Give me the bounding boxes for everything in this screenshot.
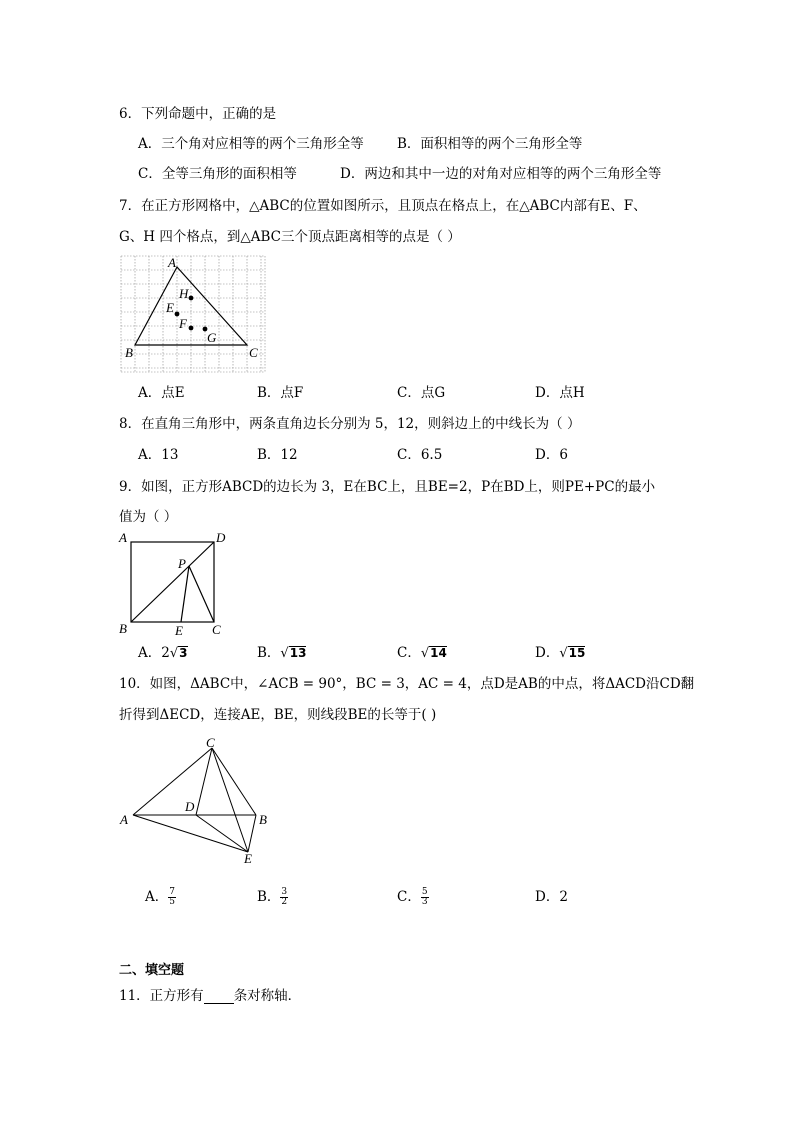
q9-stem-line1: 9．如图，正方形ABCD的边长为 3，E在BC上，且BE=2，P在BD上，则PE+PC的最小 xyxy=(119,479,656,495)
q8-option-b: B．12 xyxy=(257,447,298,463)
label-b: B xyxy=(119,621,127,636)
answer-blank[interactable] xyxy=(204,991,234,1004)
label-a: A xyxy=(168,255,176,270)
q8-stem: 8．在直角三角形中，两条直角边长分别为 5，12，则斜边上的中线长为（ ） xyxy=(119,416,581,432)
label-c: C xyxy=(206,735,215,750)
q7-option-a: A．点E xyxy=(138,385,185,401)
label-g: G xyxy=(207,330,217,345)
label-f: F xyxy=(179,316,187,331)
q10-option-c xyxy=(397,888,429,907)
triangle-abc xyxy=(135,267,247,345)
radical-sign: √ xyxy=(420,646,430,661)
q8-option-a: A．13 xyxy=(138,447,179,463)
q7-stem-line2: G、H 四个格点，到△ABC三个顶点距离相等的点是（ ） xyxy=(119,229,461,245)
q6-option-c: C．全等三角形的面积相等 xyxy=(138,166,297,182)
label-e: E xyxy=(166,300,174,315)
q7-option-c: C．点G xyxy=(397,385,446,401)
label-c: C xyxy=(249,345,258,360)
denominator: 3 xyxy=(421,897,428,907)
q9-d-radicand: 15 xyxy=(568,646,586,660)
q10-option-b xyxy=(257,888,288,907)
label-e: E xyxy=(244,851,252,866)
fraction xyxy=(168,888,176,907)
q11-suffix: 条对称轴． xyxy=(233,988,302,1004)
q8-option-d: D．6 xyxy=(535,447,568,463)
numerator: 5 xyxy=(421,887,428,897)
label-a: A xyxy=(120,812,128,827)
radical-sign: √ xyxy=(559,646,568,661)
segment-pc xyxy=(189,566,214,622)
q7-option-d: D．点H xyxy=(535,385,585,401)
label-b: B xyxy=(259,812,267,827)
point-h xyxy=(189,296,194,301)
radical-sign: √ xyxy=(280,646,289,661)
denominator: 2 xyxy=(281,897,288,907)
q9-b-radicand: 13 xyxy=(289,646,307,660)
diagonal-bd xyxy=(131,542,214,622)
q10-fold-figure xyxy=(119,735,275,867)
q10-option-a xyxy=(145,888,176,907)
label-d: D xyxy=(185,799,195,814)
label-e: E xyxy=(175,623,183,638)
fraction xyxy=(280,888,288,907)
q9-stem-line2: 值为（ ） xyxy=(119,509,178,525)
q10-c-prefix: C． xyxy=(397,889,421,905)
fraction xyxy=(421,888,429,907)
segment-pe xyxy=(181,566,189,622)
q9-square-figure xyxy=(119,530,231,638)
q9-c-radicand: 14 xyxy=(430,646,447,660)
q7-grid-figure xyxy=(119,254,267,376)
label-c: C xyxy=(212,622,221,637)
q9-c-prefix: C． xyxy=(397,645,421,661)
q10-b-prefix: B． xyxy=(257,889,281,905)
label-b: B xyxy=(125,345,133,360)
label-d: D xyxy=(216,530,226,545)
q9-a-prefix: A．2 xyxy=(138,645,170,661)
radical-sign: √ xyxy=(169,646,179,661)
q9-option-c xyxy=(397,646,447,661)
denominator: 5 xyxy=(169,897,175,907)
q9-option-b xyxy=(257,646,306,661)
q7-option-b: B．点F xyxy=(257,385,304,401)
numerator: 3 xyxy=(281,887,288,897)
q11-stem xyxy=(119,990,301,1004)
q7-stem-line1: 7．在正方形网格中，△ABC的位置如图所示，且顶点在格点上，在△ABC内部有E、F、 xyxy=(119,198,647,214)
q9-b-prefix: B． xyxy=(257,645,281,661)
label-h: H xyxy=(179,286,189,301)
label-p: P xyxy=(178,556,186,571)
q9-d-prefix: D． xyxy=(535,645,560,661)
numerator: 7 xyxy=(169,887,175,897)
q10-stem-line2: 折得到ΔECD，连接AE，BE，则线段BE的长等于( ) xyxy=(119,707,437,723)
q6-option-a: A．三个角对应相等的两个三角形全等 xyxy=(138,136,364,152)
q6-option-d: D．两边和其中一边的对角对应相等的两个三角形全等 xyxy=(340,166,662,182)
q11-prefix: 11．正方形有 xyxy=(119,988,204,1004)
section-title: 二、填空题 xyxy=(119,963,185,978)
label-a: A xyxy=(119,530,127,545)
q10-option-d: D．2 xyxy=(535,889,568,905)
point-f xyxy=(189,326,194,331)
q9-option-d xyxy=(535,646,585,661)
q6-option-b: B．面积相等的两个三角形全等 xyxy=(397,136,583,152)
q9-a-radicand: 3 xyxy=(179,646,188,660)
q10-a-prefix: A． xyxy=(145,889,169,905)
q9-option-a xyxy=(138,646,188,661)
q10-stem-line1: 10．如图，ΔABC中，∠ACB = 90°，BC = 3，AC = 4，点D是AB的中点，将ΔACD沿CD翻 xyxy=(119,676,695,692)
q8-option-c: C．6.5 xyxy=(397,447,443,463)
q6-stem: 6．下列命题中，正确的是 xyxy=(119,106,277,122)
